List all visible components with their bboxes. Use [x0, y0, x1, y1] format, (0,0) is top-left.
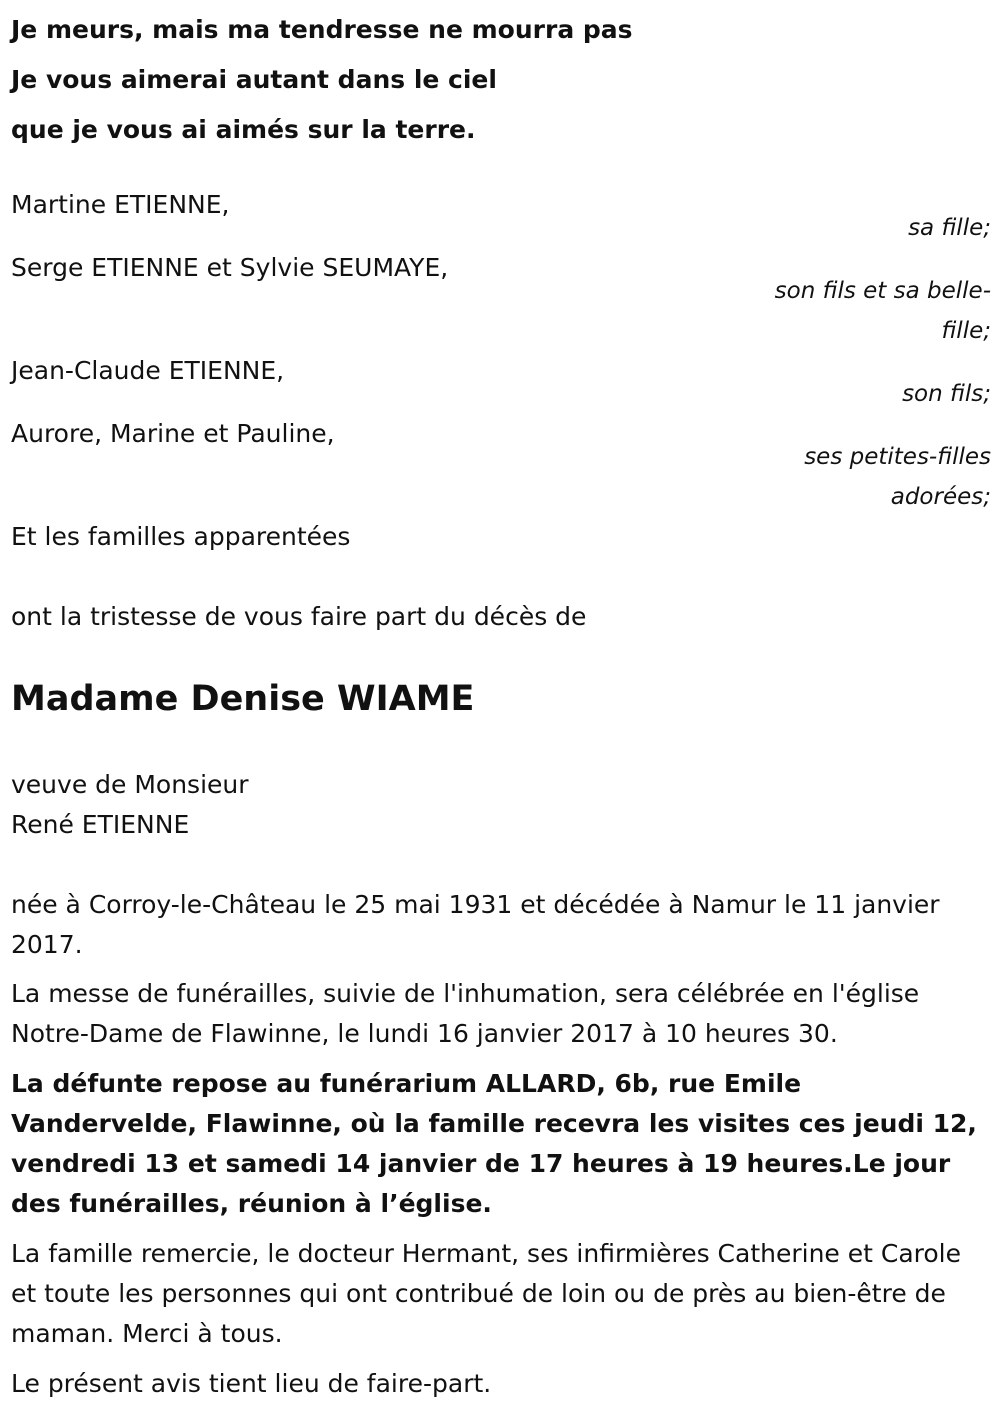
deceased-name: Madame Denise WIAME: [11, 679, 475, 719]
poem-line-3: que je vous ai aimés sur la terre.: [11, 115, 476, 144]
poem-line-2: Je vous aimerai autant dans le ciel: [11, 65, 497, 94]
closing-note: Le présent avis tient lieu de faire-part.: [11, 1369, 492, 1398]
widow-of-line-2: René ETIENNE: [11, 810, 190, 839]
poem-line-1: Je meurs, mais ma tendresse ne mourra pas: [11, 15, 633, 44]
family-member-role: sa fille;: [908, 215, 991, 241]
family-member-role: son fils;: [902, 381, 991, 407]
family-member-name: Aurore, Marine et Pauline,: [11, 419, 335, 448]
announcement: ont la tristesse de vous faire part du décès de: [11, 602, 587, 631]
family-entry: [11, 185, 991, 248]
thanks: La famille remercie, le docteur Hermant, ses infirmières Catherine et Carole et toute les personnes qui ont contribué de loin ou de près au bien-être de maman. Merci à tous.: [11, 1239, 962, 1348]
related-families: Et les familles apparentées: [11, 522, 351, 551]
birth-death: née à Corroy-le-Château le 25 mai 1931 et décédée à Namur le 11 janvier 2017.: [11, 890, 940, 959]
family-member-name: Serge ETIENNE et Sylvie SEUMAYE,: [11, 253, 449, 282]
widow-of: [11, 765, 981, 845]
family-member-role: ses petites-filles adorées;: [804, 444, 991, 510]
family-member-role: son fils et sa belle-fille;: [774, 278, 991, 344]
family-member-name: Jean-Claude ETIENNE,: [11, 356, 285, 385]
family-entry: [11, 414, 991, 517]
funeral-info: La messe de funérailles, suivie de l'inhumation, sera célébrée en l'église Notre-Dame de Flawinne, le lundi 16 janvier 2017 à 10 heures 30.: [11, 979, 920, 1048]
family-member-name: Martine ETIENNE,: [11, 190, 230, 219]
family-entry: [11, 248, 991, 351]
family-entry: [11, 351, 991, 414]
widow-of-line-1: veuve de Monsieur: [11, 770, 249, 799]
visitation-info: La défunte repose au funérarium ALLARD, 6b, rue Emile Vandervelde, Flawinne, où la famille recevra les visites ces jeudi 12, vendredi 13 et samedi 14 janvier de 17 heures à 19 heures.Le jour des funérailles, réunion à l’église.: [11, 1069, 977, 1218]
poem: [11, 5, 991, 155]
